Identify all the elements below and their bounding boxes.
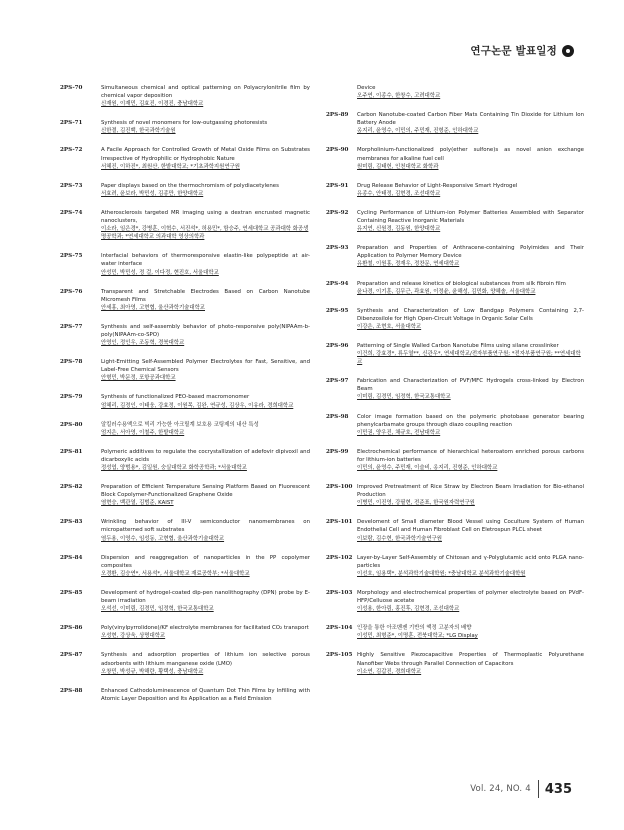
page-header — [470, 43, 574, 58]
entry-body — [357, 182, 584, 198]
entry-body — [357, 448, 584, 472]
entry-code: 2PS-78 — [60, 359, 83, 366]
entry-title: Transparent and Stretchable Electrodes Based on Carbon Nanotube Micromesh Films — [101, 288, 310, 303]
entry-body — [357, 111, 584, 135]
entry-authors: 이병민, 이진영, 강필현, 전준표, 한국원자력연구원 — [357, 500, 475, 507]
entry-body — [357, 589, 584, 613]
entry-title: Synthesis and adsorption properties of lithium ion selective porous adsorbents with lithium manganese oxide (LMO) — [101, 652, 310, 667]
program-entry — [326, 448, 584, 472]
entry-body — [101, 687, 310, 703]
entry-title: Simultaneous chemical and optical patterning on Polyacrylonitrile film by chemical vapor deposition — [101, 85, 310, 100]
program-entry — [326, 518, 584, 542]
entry-code: 2PS-90 — [326, 147, 349, 154]
entry-authors: 윤나경, 이기훈, 김무근, 곽효원, 이정윤, 윤해성, 김민화, 양혜솔, 서울대학교 — [357, 288, 536, 295]
entry-title: Light-Emitting Self-Assembled Polymer Electrolytes for Fast, Sensitive, and Label-Free Chemical Sensors — [101, 359, 310, 374]
program-entry — [60, 421, 310, 437]
program-entry — [60, 252, 310, 276]
program-entry — [326, 209, 584, 233]
right-column — [326, 84, 584, 676]
entry-code: 2PS-71 — [60, 120, 83, 127]
program-entry — [326, 342, 584, 366]
entry-title: Color image formation based on the polymeric photobase generator bearing phenylcarbamate groups through diazo coupling reaction — [357, 413, 584, 428]
entry-title: Morpholinium-functionalized poly(ether sulfone)s as novel anion exchange membranes for alkaline fuel cell — [357, 147, 584, 162]
section-title: 연구논문 발표일정 — [470, 45, 557, 57]
entry-authors: 이강은, 조현호, 서울대학교 — [357, 323, 422, 330]
entry-authors: 유환철, 이원홍, 정재우, 정찬문, 연세대학교 — [357, 261, 460, 268]
entry-title: Preparation and release kinetics of biological substances from silk fibroin film — [357, 280, 566, 287]
page-footer — [470, 780, 572, 798]
program-entry — [326, 589, 584, 613]
program-entry — [326, 483, 584, 507]
entry-authors: 오석선, 이미림, 김경민, 임정혁, 한국교통대학교 — [101, 606, 214, 613]
entry-body — [101, 146, 310, 170]
entry-authors: 안영인, 정인우, 조동혁, 경북대학교 — [101, 340, 185, 347]
program-entry — [60, 288, 310, 312]
entry-code: 2PS-88 — [60, 687, 83, 694]
entry-body — [101, 358, 310, 382]
entry-code: 2PS-77 — [60, 323, 83, 330]
entry-title: Layer-by-Layer Self-Assembly of Chitosan and γ-Polyglutamic acid onto PLGA nano-particles — [357, 554, 584, 569]
entry-code: 2PS-84 — [60, 554, 83, 561]
entry-title: Device — [357, 85, 376, 91]
program-entry — [326, 146, 584, 170]
program-entry — [326, 377, 584, 401]
entry-body — [357, 554, 584, 578]
entry-body — [101, 483, 310, 507]
program-entry — [326, 111, 584, 135]
entry-body — [357, 280, 584, 296]
program-entry — [60, 209, 310, 241]
entry-authors: 이보람, 김수현, 한국과학기술연구원 — [357, 535, 442, 542]
entry-title: Atherosclerosis targeted MR imaging using a dextran encrusted magnetic nanoclusters, — [101, 209, 310, 225]
entry-code: 2PS-97 — [326, 378, 349, 385]
entry-body — [357, 483, 584, 507]
entry-code: 2PS-83 — [60, 519, 83, 526]
entry-authors: 신재원, 이재민, 김효진, 이경진, 충남대학교 — [101, 101, 204, 108]
program-entry — [326, 280, 584, 296]
entry-authors: 유지연, 신원경, 김동원, 한양대학교 — [357, 226, 441, 233]
program-entry — [326, 624, 584, 640]
entry-authors: 이건희, 강효경*, 류두열**, 신관우*, 연세대학교/전자부품연구원; *전자부품연구원; **연세대학교 — [357, 351, 581, 366]
program-entry — [326, 84, 584, 100]
entry-body — [357, 146, 584, 170]
entry-title: Dispersion and reaggregation of nanoparticles in the PP copolymer composites — [101, 554, 310, 569]
entry-title: Wrinkling behavior of III-V semiconductor nanomembranes on micropatterned soft substrates — [101, 519, 310, 534]
program-entry — [326, 651, 584, 675]
entry-title: Patterning of Single Walled Carbon Nanotube Films using silane crosslinker — [357, 342, 559, 349]
entry-authors: 유종수, 안태정, 김현경, 조선대학교 — [357, 190, 441, 197]
program-entry — [326, 554, 584, 578]
volume-label: Vol. 24, NO. 4 — [470, 784, 531, 794]
program-entry — [60, 182, 310, 198]
entry-title: Synthesis of novel monomers for low-outgassing photoresists — [101, 120, 268, 127]
entry-body — [101, 421, 310, 437]
entry-code: 2PS-79 — [60, 394, 83, 401]
entry-code: 2PS-98 — [326, 413, 349, 420]
entry-title: A Facile Approach for Controlled Growth of Metal Oxide Films on Substrates Irrespective of Hydrophilic or Hydrophobic Nature — [101, 147, 310, 162]
entry-authors: 이민권, 양우진, 채규호, 전남대학교 — [357, 429, 441, 436]
bullet-circle-icon — [562, 45, 574, 57]
entry-code: 2PS-91 — [326, 182, 349, 189]
entry-code: 2PS-89 — [326, 112, 349, 119]
entry-authors: 이미림, 김경민, 임정혁, 한국교통대학교 — [357, 394, 451, 401]
entry-body — [357, 244, 584, 268]
program-entry — [60, 589, 310, 613]
entry-body — [357, 377, 584, 401]
entry-body — [101, 393, 310, 409]
entry-title: Drug Release Behavior of Light-Responsive Smart Hydrogel — [357, 182, 518, 189]
entry-code: 2PS-103 — [326, 589, 353, 596]
entry-code: 2PS-105 — [326, 652, 353, 659]
entry-authors: 이민의, 윤영수, 주민재, 이슬비, 옹지리, 진형준, 인하대학교 — [357, 465, 498, 471]
program-entry — [326, 413, 584, 437]
entry-body — [357, 209, 584, 233]
entry-title: Synthesis of functionalized PEO-based macromonomer — [101, 394, 250, 401]
entry-code: 2PS-94 — [326, 280, 349, 287]
entry-title: Electrochemical performance of hierarchical heteroatom enriched porous carbons for lithium-ion batteries — [357, 448, 584, 463]
entry-authors: 안형민, 박문정, 포항공과대학교 — [101, 375, 176, 382]
entry-body — [357, 518, 584, 542]
footer-divider — [538, 780, 539, 798]
entry-authors: 서효려, 윤보라, 박민성, 김종만, 한양대학교 — [101, 190, 204, 197]
program-entry — [60, 448, 310, 472]
program-entry — [60, 119, 310, 135]
entry-body — [101, 589, 310, 613]
program-entry — [326, 244, 584, 268]
program-entry — [60, 358, 310, 382]
entry-body — [101, 288, 310, 312]
entry-title: Develoment of Small diameter Blood Vessel using Coculture System of Human Endothelial Cell and Human Fibroblast Cell on Eletrospun PLCL sheet — [357, 519, 584, 534]
entry-code: 2PS-85 — [60, 589, 83, 596]
entry-title: Enhanced Cathodoluminescence of Quantum Dot Thin Films by Infilling with Atomic Layer Deposition and Its Application as a Field Emission — [101, 687, 310, 702]
entry-title: Synthesis and Characterization of Low Bandgap Polymers Containing 2,7-Dibenzosilole for High Open-Circuit Voltage in Organic Solar Cells — [357, 307, 584, 322]
entry-code: 2PS-87 — [60, 652, 83, 659]
entry-body — [101, 624, 310, 640]
entry-code: 2PS-72 — [60, 147, 83, 154]
entry-authors: 이소연, 김갑진, 경희대학교 — [357, 668, 422, 675]
entry-authors: 염두용, 이영수, 임성동, 고현협, 울산과학기술대학교 — [101, 535, 225, 542]
entry-authors: 이성민, 최형준*, 이명훈, 전북대학교; *LG Display — [357, 633, 478, 640]
program-entry — [60, 518, 310, 542]
entry-title: Improved Pretreatment of Rice Straw by Electron Beam Irradiation for Bio-ethanol Production — [357, 484, 584, 499]
entry-code: 2PS-73 — [60, 182, 83, 189]
entry-authors: 서혜진, 이하진*, 최원산, 한밭대학교; *기초과학지원연구원 — [101, 163, 240, 170]
entry-body — [101, 518, 310, 542]
entry-code: 2PS-100 — [326, 484, 353, 491]
program-entry — [60, 651, 310, 675]
entry-body — [101, 119, 310, 135]
entry-title: Paper displays based on the thermochromism of polydiacetylenes — [101, 182, 279, 189]
entry-authors: 오경환, 김승연*, 서용석*, 서울대학교 재료공학부; *서울대학교 — [101, 570, 250, 577]
entry-authors: 이성용, 한아림, 홍진후, 김현경, 조선대학교 — [357, 606, 460, 613]
entry-authors: 오성현, 강상욱, 상명대학교 — [101, 633, 166, 640]
entry-title: Synthesis and self-assembly behavior of photo-responsive poly(NIPAAm-b-poly(NIPAAm-co-SPO) — [101, 323, 310, 338]
entry-code: 2PS-96 — [326, 342, 349, 349]
program-entry — [60, 554, 310, 578]
entry-authors: 안세홍, 최아영, 고현협, 울산과학기술대학교 — [101, 304, 206, 311]
entry-authors: 엄지은, 서아영, 이철주, 한밭대학교 — [101, 429, 185, 436]
entry-body — [101, 554, 310, 578]
entry-authors: 오창민, 박성규, 박해란, 황택성, 충남대학교 — [101, 668, 204, 675]
entry-code: 2PS-70 — [60, 85, 83, 91]
entry-authors: 이선호, 임용택*, 분석과학기술대학원; *충남대학교 분석과학기술대학원 — [357, 570, 526, 577]
entry-title: Development of hydrogel-coated dip-pen nanolithography (DPN) probe by E-beam irradiation — [101, 589, 310, 605]
entry-body — [357, 624, 584, 640]
entry-body — [101, 651, 310, 675]
entry-body — [357, 651, 584, 675]
program-entry — [326, 182, 584, 198]
entry-title: Preparation of Efficient Temperature Sensing Platform Based on Fluorescent Block Copolymer-Functionalized Graphene Oxide — [101, 484, 310, 499]
entry-code: 2PS-95 — [326, 307, 349, 314]
entry-authors: 안성민, 박민성, 정 걸, 이다정, 현진호, 서울대학교 — [101, 269, 219, 276]
entry-title: 인장을 통한 아조벤젠 기반의 액정 고분자의 배향 — [357, 625, 472, 632]
program-entry — [326, 307, 584, 331]
entry-authors: 염현승, 백관열, 김범준, KAIST — [101, 500, 174, 507]
entry-title: Highly Sensitive Piezocapacitive Properties of Thermoplastic Polyurethane Nanofiber Webs through Parallel Connection of Capacitors — [357, 652, 584, 667]
entry-title: Preparation and Properties of Anthracene-containing Polyimides and Their Application to Polymer Memory Device — [357, 245, 584, 260]
entry-title: Fabrication and Characterization of PVF/MFC Hydrogels cross-linked by Electron Beam — [357, 378, 584, 393]
program-entry — [60, 393, 310, 409]
entry-code: 2PS-75 — [60, 253, 83, 260]
entry-authors: 오주연, 이종수, 한창수, 고려대학교 — [357, 93, 441, 100]
program-entry — [60, 323, 310, 347]
program-entry — [60, 483, 310, 507]
entry-code: 2PS-80 — [60, 421, 83, 428]
entry-body — [357, 307, 584, 331]
entry-body — [101, 84, 310, 108]
entry-title: Interfacial behaviors of thermoresponsive elastin-like polypeptide at air-water interface — [101, 253, 310, 268]
entry-code: 2PS-99 — [326, 448, 349, 455]
page-number: 435 — [544, 781, 572, 797]
entry-code: 2PS-76 — [60, 288, 83, 295]
program-entry — [60, 687, 310, 703]
program-entry — [60, 84, 310, 108]
entry-body — [101, 323, 310, 347]
entry-body — [357, 84, 584, 100]
entry-code: 2PS-82 — [60, 484, 83, 491]
left-column — [60, 84, 310, 703]
entry-code: 2PS-101 — [326, 519, 353, 526]
entry-authors: 원미림, 김태헌, 인천대학교 화학과 — [357, 163, 439, 170]
entry-code: 2PS-74 — [60, 209, 83, 216]
entry-code: 2PS-102 — [326, 554, 353, 561]
entry-code: 2PS-93 — [326, 245, 349, 252]
entry-title: Carbon Nanotube-coated Carbon Fiber Mats Containing Tin Dioxide for Lithium Ion Battery Anode — [357, 112, 584, 127]
entry-title: Polymeric additives to regulate the cocrystallization of adefovir dipivoxil and dicarboxylic acids — [101, 448, 310, 463]
entry-body — [101, 448, 310, 472]
entry-title: Cycling Performance of Lithium-ion Polymer Batteries Assembled with Separator Containing Reactive Inorganic Materials — [357, 209, 584, 225]
entry-body — [101, 182, 310, 198]
entry-authors: 이소라, 임은경*, 강병훈, 이혁수, 서진석*, 허용민*, 함승주, 연세대학교 공과대학 화공생명공학과; *연세대학교 의과대학 영상의학과 — [101, 226, 309, 241]
entry-code: 2PS-81 — [60, 448, 83, 455]
entry-code: 2PS-92 — [326, 209, 349, 216]
entry-title: Poly(vinylpyrrolidone)/KF electrolyte membranes for facilitated CO₂ transport — [101, 625, 309, 632]
entry-authors: 정성엽, 양범용*, 김일원, 숭실대학교 화학공학과; *서울대학교 — [101, 465, 247, 471]
entry-body — [357, 413, 584, 437]
entry-body — [357, 342, 584, 366]
entry-code: 2PS-104 — [326, 625, 353, 632]
program-entry — [60, 624, 310, 640]
entry-body — [101, 252, 310, 276]
entry-authors: 신한결, 김진백, 한국과학기술원 — [101, 128, 176, 135]
entry-title: 알킬러수용액으로 빅리 가능한 아크릴계 보호용 코팅제의 내산 특성 — [101, 421, 259, 428]
entry-authors: 엄혜리, 김정인, 이태웅, 강효정, 이원목, 김완, 연규성, 김상우, 이유라, 경희대학교 — [101, 402, 294, 409]
program-entry — [60, 146, 310, 170]
entry-title: Morphology and electrochemical properties of polymer electrolyte based on PVdF-HFP/Celluose acetate — [357, 589, 584, 605]
entry-body — [101, 209, 310, 241]
entry-code: 2PS-86 — [60, 625, 83, 632]
entry-authors: 옹지리, 윤영수, 이민의, 주민재, 진형준, 인하대학교 — [357, 128, 479, 135]
